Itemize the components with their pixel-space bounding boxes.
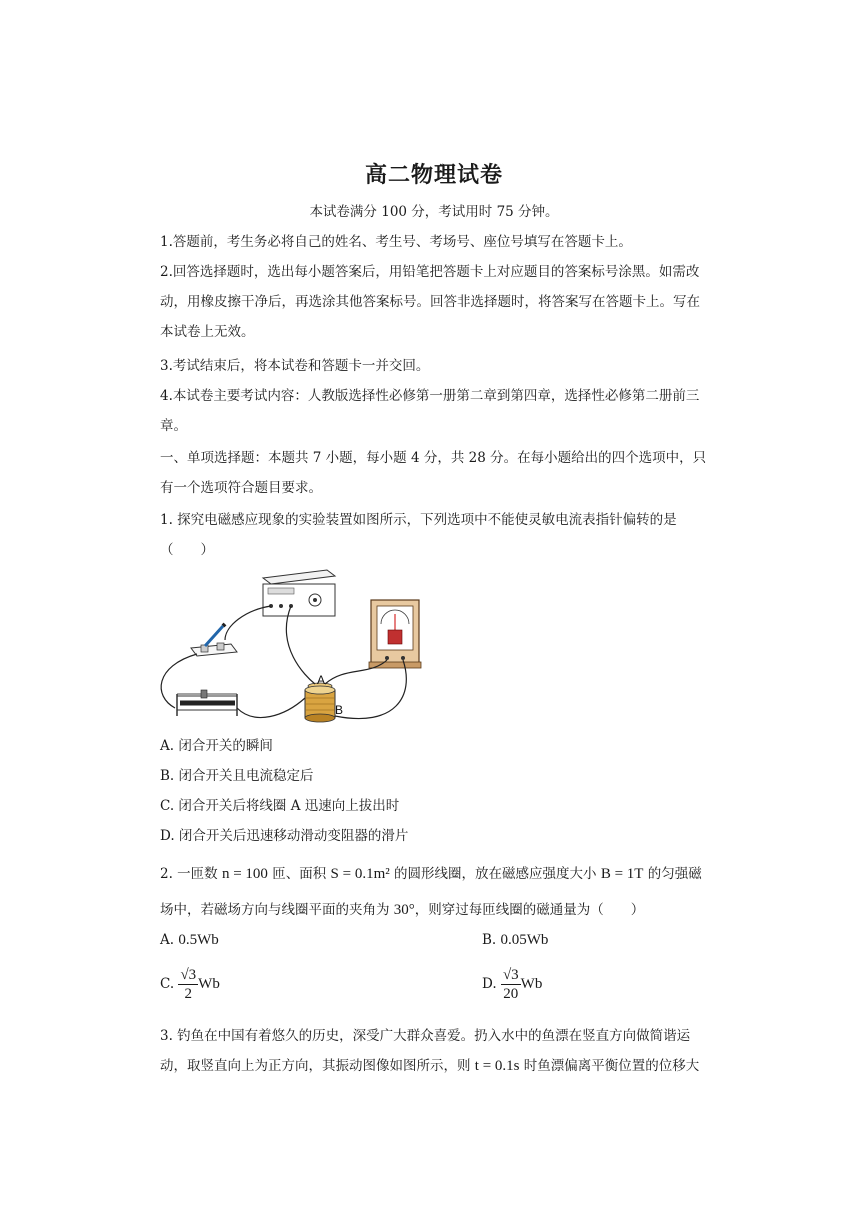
- question-3-stem-line1: 3. 钓鱼在中国有着悠久的历史，深受广大群众喜爱。扔入水中的鱼漂在竖直方向做简谐运: [160, 1028, 691, 1044]
- question-2-stem-line1: 2. 一匝数 n = 100 匝、面积 S = 0.1m² 的圆形线圈，放在磁感应强度大小 B = 1T 的匀强磁: [160, 866, 702, 882]
- instruction-line: 4.本试卷主要考试内容：人教版选择性必修第一册第二章到第四章，选择性必修第二册前三: [160, 388, 700, 404]
- question-1-option-b: B. 闭合开关且电流稳定后: [160, 768, 314, 784]
- question-1-option-c: C. 闭合开关后将线圈 A 迅速向上拔出时: [160, 798, 400, 814]
- time-expression: t = 0.1s: [474, 1058, 520, 1074]
- section-heading-line: 一、单项选择题：本题共 7 小题，每小题 4 分，共 28 分。在每小题给出的四个选项中，只: [160, 450, 707, 466]
- turns-expression: n = 100: [221, 866, 268, 882]
- induction-apparatus-figure: [155, 566, 445, 732]
- galvanometer: [369, 600, 421, 668]
- instruction-line: 本试卷上无效。: [160, 324, 255, 340]
- question-2-option-c: C. $\frac{√3}{2}$ Wb: [160, 967, 220, 1002]
- coil-b-label: B: [335, 703, 344, 717]
- question-2-option-b: B. 0.05Wb: [482, 932, 549, 948]
- question-2-option-d: D. $\frac{√3}{20}$ Wb: [482, 967, 543, 1002]
- field-expression: B = 1T: [600, 866, 644, 882]
- instruction-line: 3.考试结束后，将本试卷和答题卡一并交回。: [160, 358, 430, 374]
- question-1-option-a: A. 闭合开关的瞬间: [160, 738, 273, 754]
- knife-switch: [191, 624, 237, 656]
- instruction-line: 1.答题前，考生务必将自己的姓名、考生号、考场号、座位号填写在答题卡上。: [160, 234, 632, 250]
- page-subtitle: 本试卷满分 100 分，考试用时 75 分钟。: [309, 204, 559, 220]
- power-supply: [263, 570, 335, 616]
- page-title: 高二物理试卷: [364, 162, 503, 188]
- instruction-line: 2.回答选择题时，选出每小题答案后，用铅笔把答题卡上对应题目的答案标号涂黑。如需改: [160, 264, 700, 280]
- question-2-option-a: A. 0.5Wb: [160, 932, 219, 948]
- sliding-rheostat: [177, 690, 237, 716]
- instruction-line: 动，用橡皮擦干净后，再选涂其他答案标号。回答非选择题时，将答案写在答题卡上。写在: [160, 294, 700, 310]
- question-1-stem: 1. 探究电磁感应现象的实验装置如图所示，下列选项中不能使灵敏电流表指针偏转的是: [160, 512, 677, 528]
- instruction-line: 章。: [160, 418, 187, 434]
- section-heading-line: 有一个选项符合题目要求。: [160, 480, 322, 496]
- area-expression: S = 0.1m²: [330, 866, 390, 882]
- question-1-option-d: D. 闭合开关后迅速移动滑动变阻器的滑片: [160, 828, 409, 844]
- angle-expression: 30°: [393, 902, 415, 918]
- fraction: $\frac{√3}{2}$: [180, 967, 197, 1002]
- question-3-stem-line2: 动，取竖直向上为正方向，其振动图像如图所示，则 t = 0.1s 时鱼漂偏离平衡位置的位移大: [160, 1058, 700, 1074]
- question-2-stem-line2: 场中，若磁场方向与线圈平面的夹角为 30°，则穿过每匝线圈的磁通量为（ ）: [160, 902, 645, 918]
- coil-a-label: A: [317, 673, 326, 687]
- fraction: $\frac{√3}{20}$: [502, 967, 519, 1002]
- question-1-answer-paren: （ ）: [160, 542, 214, 558]
